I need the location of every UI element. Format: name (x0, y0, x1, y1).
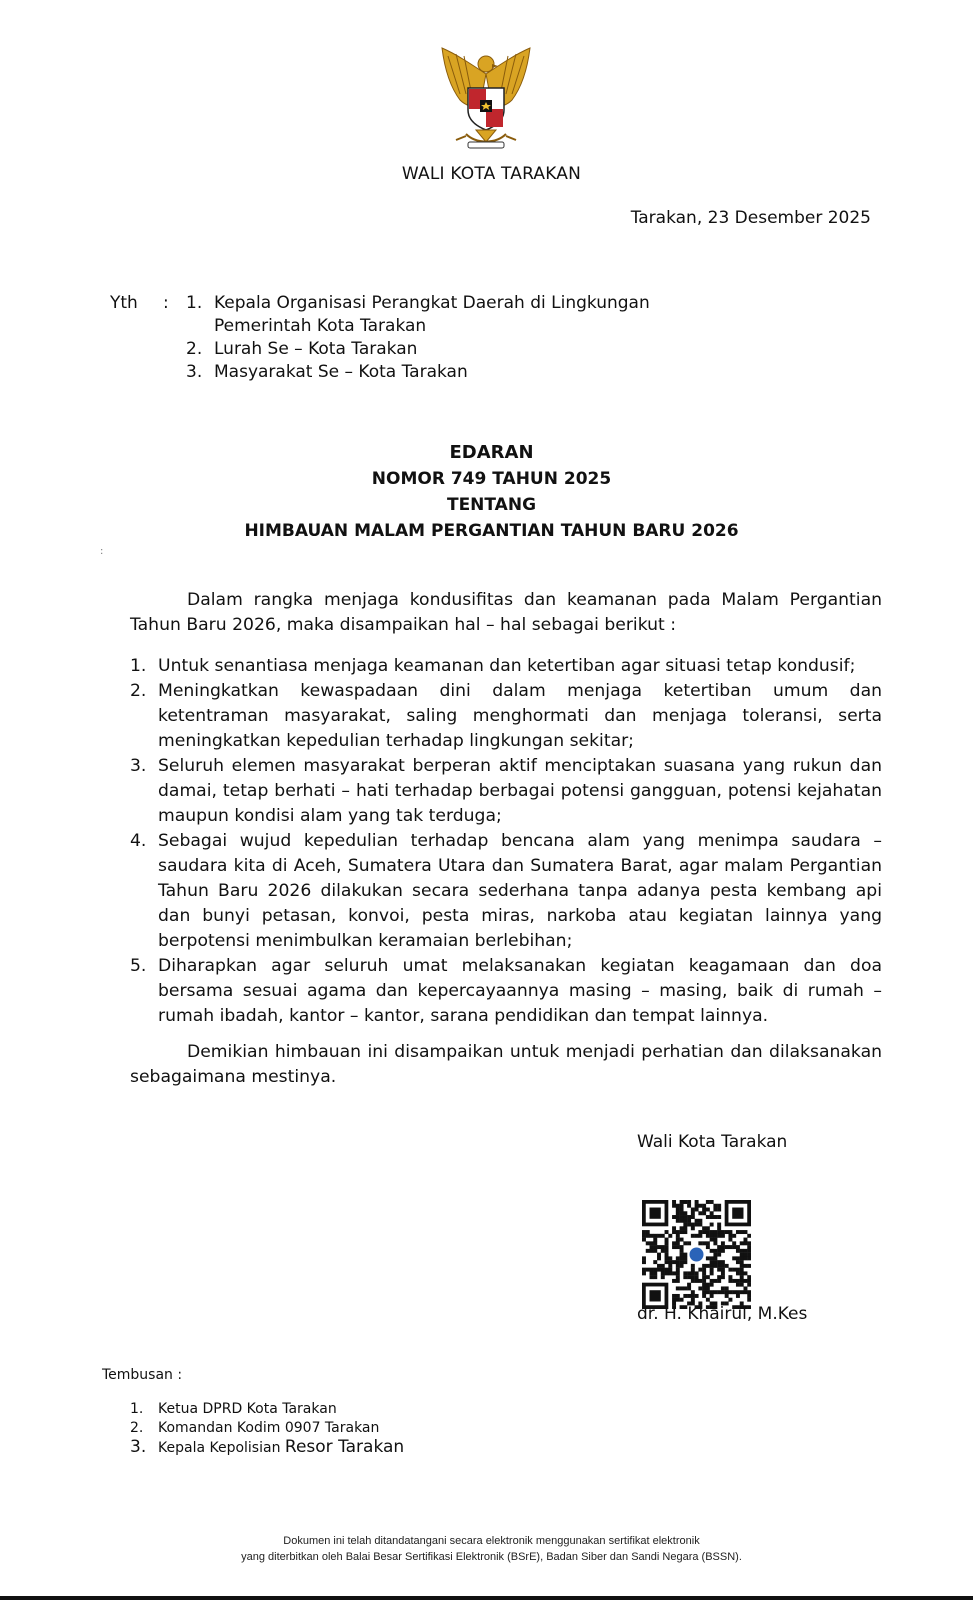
recipient-item (186, 361, 706, 384)
recipients-label: Yth (110, 293, 138, 313)
issuer-title: WALI KOTA TARAKAN (401, 164, 582, 184)
stray-mark: : (100, 546, 104, 557)
footer-line-2: yang diterbitkan oleh Balai Besar Sertifikasi Elektronik (BSrE), Badan Siber dan Sandi Negara (BSSN). (241, 1551, 742, 1563)
point-item (130, 954, 882, 1029)
e-signature-notice (0, 1533, 973, 1565)
copy-number: 3. (130, 1437, 147, 1457)
letter-date: Tarakan, 23 Desember 2025 (630, 208, 871, 228)
copies-label: Tembusan : (102, 1367, 183, 1383)
recipient-text: Masyarakat Se – Kota Tarakan (214, 362, 468, 382)
point-text: Seluruh elemen masyarakat berperan aktif menciptakan suasana yang rukun dan damai, tetap berhati – hati terhadap berbagai potensi gangguan, potensi kejahatan maupun kondisi alam yang tak terduga; (158, 756, 882, 826)
copy-item (130, 1438, 404, 1458)
point-number: 2. (130, 681, 147, 701)
copy-number: 1. (130, 1401, 144, 1417)
point-item (130, 679, 882, 754)
intro-paragraph: Dalam rangka menjaga kondusifitas dan keamanan pada Malam Pergantian Tahun Baru 2026, maka disampaikan hal – hal sebagai berikut : (130, 590, 882, 635)
copy-text: Ketua DPRD Kota Tarakan (158, 1401, 337, 1417)
signatory-title: Wali Kota Tarakan (637, 1132, 788, 1152)
garuda-crest-icon (436, 44, 536, 156)
recipient-number: 1. (186, 293, 203, 313)
title-line-edaran: EDARAN (449, 442, 534, 463)
copy-text-large: Resor Tarakan (284, 1437, 405, 1457)
point-text: Meningkatkan kewaspadaan dini dalam menjaga ketertiban umum dan ketentraman masyarakat, saling menghormati dan menjaga toleransi, serta meningkatkan kepedulian terhadap lingkungan sekitar; (158, 681, 882, 751)
copy-text: Kepala Kepolisian (158, 1440, 281, 1456)
circular-title-block (0, 440, 973, 544)
title-line-tentang: TENTANG (446, 495, 537, 515)
footer-line-1: Dokumen ini telah ditandatangani secara elektronik menggunakan sertifikat elektronik (283, 1535, 700, 1547)
point-text: Untuk senantiasa menjaga keamanan dan ketertiban agar situasi tetap kondusif; (158, 656, 856, 676)
recipient-text: Lurah Se – Kota Tarakan (214, 339, 418, 359)
title-line-number: NOMOR 749 TAHUN 2025 (371, 469, 612, 489)
point-text: Sebagai wujud kepedulian terhadap bencana alam yang menimpa saudara – saudara kita di Aceh, Sumatera Utara dan Sumatera Barat, agar malam Pergantian Tahun Baru 2026 dilakukan secara sederhana tanpa adanya pesta kembang api dan bunyi petasan, konvoi, pesta miras, narkoba atau kegiatan lainnya yang berpotensi menimbulkan keramaian berlebihan; (158, 831, 882, 951)
qr-code-icon (642, 1200, 751, 1309)
copy-number: 2. (130, 1420, 144, 1436)
recipient-item (186, 292, 706, 338)
point-item (130, 654, 882, 679)
recipients-list (186, 292, 706, 384)
closing-paragraph: Demikian himbauan ini disampaikan untuk menjadi perhatian dan dilaksanakan sebagaimana mestinya. (130, 1042, 882, 1087)
point-number: 5. (130, 956, 147, 976)
point-number: 3. (130, 756, 147, 776)
point-number: 4. (130, 831, 147, 851)
copies-list (130, 1400, 404, 1458)
recipients-colon: : (163, 293, 169, 313)
point-text: Diharapkan agar seluruh umat melaksanakan kegiatan keagamaan dan doa bersama sesuai agama dan kepercayaannya masing – masing, baik di rumah – rumah ibadah, kantor – kantor, sarana pendidikan dan tempat lainnya. (158, 956, 882, 1026)
points-list (130, 654, 882, 1029)
recipient-text: Kepala Organisasi Perangkat Daerah di Lingkungan Pemerintah Kota Tarakan (214, 293, 650, 336)
point-item (130, 829, 882, 954)
signatory-name: dr. H. Khairul, M.Kes (637, 1304, 808, 1324)
copy-item (130, 1400, 404, 1419)
copy-text: Komandan Kodim 0907 Tarakan (158, 1420, 380, 1436)
recipient-number: 3. (186, 362, 203, 382)
point-item (130, 754, 882, 829)
copy-item (130, 1419, 404, 1438)
point-number: 1. (130, 656, 147, 676)
recipient-number: 2. (186, 339, 203, 359)
recipient-item (186, 338, 706, 361)
title-line-subject: HIMBAUAN MALAM PERGANTIAN TAHUN BARU 2026 (244, 521, 739, 541)
bottom-edge-line (0, 1596, 973, 1600)
